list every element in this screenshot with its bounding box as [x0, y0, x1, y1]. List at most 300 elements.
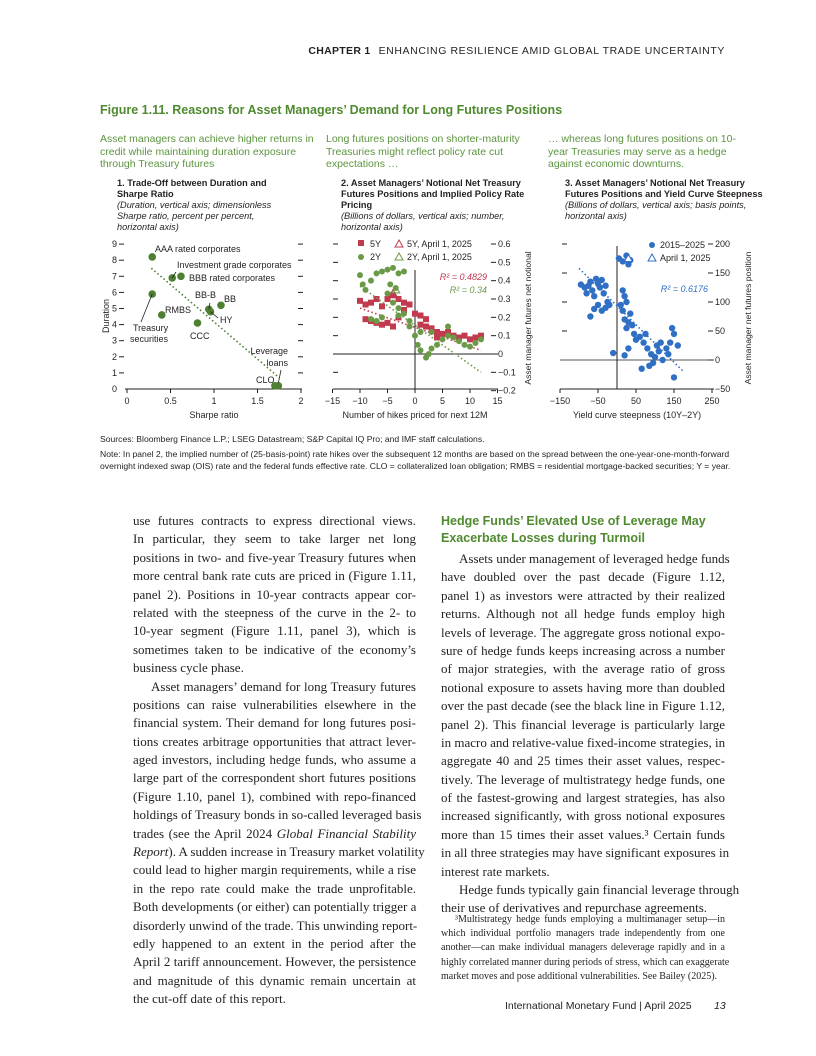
text-line: [133, 825, 416, 843]
footer-publication: International Monetary Fund | April 2025: [505, 1000, 692, 1012]
text-line: [441, 679, 725, 697]
footnote-line: highly correlated manner during periods of stress, which can exaggerate: [441, 956, 730, 968]
legend-label: April 1, 2025: [660, 253, 711, 263]
data-point-5y: [401, 300, 407, 306]
x-tick-label: 10: [464, 396, 476, 406]
data-point: [194, 319, 202, 327]
data-point-2y: [387, 281, 393, 287]
data-point-5y: [407, 302, 413, 308]
data-point-5y: [363, 316, 369, 322]
r-squared-2y: R² = 0.34: [449, 285, 487, 295]
text-run: ). A sudden increase in Treasury market volatility: [168, 844, 425, 860]
text-line: [133, 567, 416, 585]
text-run: Asset managers’ demand for long Treasury futures: [151, 678, 416, 694]
y-tick-label: 2: [111, 351, 117, 362]
text-line: [133, 935, 416, 953]
legend-square-5y: [358, 240, 364, 246]
data-point-5y: [462, 333, 468, 339]
x-axis-label: Yield curve steepness (10Y–2Y): [572, 410, 702, 420]
data-point: [602, 305, 608, 311]
y-tick-label: −0.1: [498, 367, 516, 378]
data-point-5y: [357, 298, 363, 304]
data-point-5y: [423, 316, 429, 322]
left-text-column: [133, 512, 425, 1009]
text-line: [441, 605, 725, 623]
x-axis-label: Number of hikes priced for next 12M: [342, 410, 488, 420]
figure-sources: Sources: Bloomberg Finance L.P.; LSEG Datastream; S&P Capital IQ Pro; and IMF staff calculations.: [100, 434, 485, 444]
text-run: have doubled over the past decade (Figure 1.12,: [441, 569, 725, 585]
x-tick-label: −150: [549, 396, 571, 406]
data-point: [671, 374, 677, 380]
x-tick-label: 1: [211, 396, 217, 406]
y-axis-label: Asset manager net futures position: [743, 251, 753, 385]
text-line: [133, 659, 416, 677]
legend-label: 2Y, April 1, 2025: [407, 252, 472, 262]
text-line: [133, 696, 416, 714]
text-line: [441, 807, 725, 825]
footnote-line: market moves and pose additional vulnerabilities. See Bailey (2025).: [441, 970, 718, 982]
point-label: BB-B: [195, 290, 217, 300]
figure-note: Note: In panel 2, the implied number of (25-basis-point) rate hikes over the subsequent 12 months are based on the spread between the one-year-one-month-forward overnight indexed swap (OIS) rate and the federal funds effective rate. CLO = collateralized loan obligation; RMBS = residential mortgage-backed securities; Y = year.: [100, 449, 731, 471]
text-line: [441, 863, 725, 881]
text-run: more than 15 times their asset values.³ Certain funds: [441, 826, 725, 842]
y-tick-label: 150: [715, 268, 731, 278]
data-point: [652, 354, 658, 360]
text-run: the cut-off date of this report.: [133, 991, 286, 1007]
y-tick-label: 3: [111, 335, 117, 346]
data-point: [663, 345, 669, 351]
data-point-2y: [456, 338, 462, 344]
text-run: aggregate 40 and 25 times their asset values, respec-: [441, 753, 725, 769]
legend-dot: [649, 242, 655, 248]
text-run: aged investors, including hedge funds, who assume a: [133, 752, 416, 768]
text-line: [441, 881, 740, 899]
data-point-2y: [426, 351, 432, 357]
chapter-title: ENHANCING RESILIENCE AMID GLOBAL TRADE UNCERTAINTY: [378, 45, 725, 57]
text-line: [133, 953, 416, 971]
text-line: [133, 604, 416, 622]
y-tick-label: 0.2: [498, 312, 511, 323]
text-line: [441, 697, 725, 715]
data-point: [587, 279, 593, 285]
italic-title: Global Financial Stability: [276, 825, 416, 841]
text-run: In particular, they seem to take larger net long: [133, 531, 416, 547]
y-tick-label: 50: [715, 326, 726, 336]
y-tick-label: 0.5: [498, 257, 511, 268]
text-line: [133, 843, 425, 861]
y-tick-label: −50: [715, 384, 731, 394]
data-point-2y: [401, 311, 407, 317]
data-point: [602, 283, 608, 289]
data-point: [654, 342, 660, 348]
section-heading: [441, 513, 706, 547]
data-point: [650, 360, 656, 366]
data-point: [675, 342, 681, 348]
data-point: [583, 290, 589, 296]
x-tick-label: 0.5: [164, 396, 177, 406]
panel-title-text: 3. Asset Managers’ Notional Net Treasury Futures Positions and Yield Curve Steepness: [565, 178, 763, 199]
legend-triangle-2y: [395, 253, 403, 260]
data-point: [639, 366, 645, 372]
text-run: (Figure 1.10, panel 1), combined with repo-financed: [133, 788, 416, 804]
data-point: [599, 277, 605, 283]
text-line: [441, 642, 725, 660]
data-point: [597, 284, 603, 290]
text-run: more central bank rate cuts are priced in (Figure 1.11,: [133, 568, 416, 584]
text-run: positions can raise vulnerabilities elsewhere in the: [133, 696, 416, 712]
point-label: securities: [130, 334, 169, 344]
data-point-2y: [396, 270, 402, 276]
data-point-5y: [379, 303, 385, 309]
r-squared-5y: R² = 0.4829: [439, 272, 487, 282]
x-tick-label: 5: [439, 396, 446, 406]
text-line: [441, 568, 725, 586]
x-tick-label: −50: [590, 396, 606, 406]
panel-units: (Billions of dollars, vertical axis; basis points, horizontal axis): [565, 200, 747, 221]
chapter-label: CHAPTER 1: [308, 45, 371, 57]
italic-title: Report: [133, 844, 169, 860]
y-tick-label: 100: [715, 297, 731, 307]
data-point: [629, 322, 635, 328]
text-line: [133, 512, 416, 530]
data-point-5y: [412, 311, 418, 317]
data-point-5y: [385, 320, 391, 326]
y-tick-label: 4: [111, 319, 117, 330]
text-run: use futures contracts to express directional views.: [133, 513, 416, 528]
x-tick-label: −10: [352, 396, 368, 406]
text-line: [441, 752, 725, 770]
data-point-2y: [374, 318, 380, 324]
data-point: [595, 302, 601, 308]
point-label: loans: [266, 358, 288, 368]
text-run: tions creates arbitrage opportunities that attract lever-: [133, 733, 416, 749]
y-tick-label: 9: [111, 239, 117, 250]
data-point-2y: [401, 269, 407, 275]
y-tick-label: 0.6: [498, 239, 511, 250]
y-tick-label: 0.1: [498, 330, 511, 341]
text-run: sometimes taken to be indicative of the economy’s: [133, 641, 416, 657]
data-point: [587, 313, 593, 319]
data-point: [625, 345, 631, 351]
text-run: positions in two- and five-year Treasury futures when: [133, 549, 416, 565]
data-point: [631, 331, 637, 337]
text-line: [441, 826, 725, 844]
data-point-2y: [462, 342, 468, 348]
text-line: [133, 530, 416, 548]
data-point: [659, 357, 665, 363]
data-point: [618, 302, 624, 308]
panel-units: (Duration, vertical axis; dimensionless Sharpe ratio, percent per percent, horizontal axis): [117, 200, 272, 232]
text-run: Assets under management of leveraged hedge funds: [459, 551, 730, 566]
text-line: [133, 972, 416, 990]
y-tick-label: 1: [111, 367, 117, 378]
section-heading-line: Exacerbate Losses during Turmoil: [441, 531, 645, 545]
text-line: [133, 806, 422, 824]
footnote-line: another—can make individual managers deleverage rapidly and in a: [441, 942, 725, 954]
data-point: [275, 382, 283, 390]
data-point: [148, 253, 156, 261]
data-point-2y: [363, 287, 369, 293]
panel-1-subtitle: Asset managers can achieve higher returns in credit while maintaining duration exposure through Treasury futures: [100, 133, 314, 170]
y-tick-label: 7: [111, 271, 117, 282]
text-line: [133, 769, 416, 787]
data-point: [601, 290, 607, 296]
data-point-5y: [390, 324, 396, 330]
text-line: [441, 660, 725, 678]
text-run: their use of derivatives and repurchase agreements.: [441, 900, 708, 916]
text-run: financial system. Their demand for long futures posi-: [133, 715, 416, 731]
data-point: [610, 350, 616, 356]
text-line: [133, 861, 416, 879]
data-point-2y: [407, 324, 413, 330]
section-heading-line: Hedge Funds’ Elevated Use of Leverage May: [441, 514, 706, 528]
text-line: [441, 734, 725, 752]
leader-line: [141, 294, 152, 322]
text-run: of major strategies, with the average ratio of gross: [441, 661, 725, 677]
legend-dot-2y: [358, 254, 364, 260]
y-tick-label: 5: [111, 303, 117, 314]
data-point: [642, 331, 648, 337]
data-point: [620, 287, 626, 293]
x-tick-label: −5: [382, 396, 393, 406]
text-run: sure of hedge funds keeps increasing across a number: [441, 642, 725, 658]
data-point-5y: [368, 300, 374, 306]
data-point-5y: [418, 322, 424, 328]
text-line: [133, 641, 416, 659]
text-line: [133, 586, 416, 604]
point-label: Investment grade corporates: [177, 260, 292, 270]
data-point: [621, 293, 627, 299]
text-run: interest rate markets.: [441, 863, 550, 879]
text-run: over the past decade (see the black line in Figure 1.12,: [441, 698, 725, 714]
data-point-5y: [473, 335, 479, 341]
y-tick-label: 200: [715, 239, 731, 249]
data-point: [667, 339, 673, 345]
data-point: [627, 310, 633, 316]
data-point-2y: [445, 324, 451, 330]
data-point-2y: [374, 270, 380, 276]
x-axis-label: Sharpe ratio: [189, 410, 239, 420]
y-tick-label: 0: [498, 349, 504, 359]
text-line: [441, 624, 725, 642]
text-line: [441, 771, 725, 789]
text-run: in the repo rate could make the trade unprofitable.: [133, 880, 416, 896]
x-tick-label: 1.5: [251, 396, 264, 406]
r-squared: R² = 0.6176: [660, 284, 708, 294]
right-text-column: [441, 550, 740, 918]
y-tick-label: −0.2: [498, 385, 516, 396]
data-point-2y: [368, 316, 374, 322]
data-point: [177, 273, 185, 281]
data-point-5y: [379, 322, 385, 328]
text-run: notional exposure to assets having more than doubled: [441, 679, 725, 695]
x-tick-label: 250: [704, 396, 720, 406]
data-point-2y: [385, 267, 391, 273]
text-run: levels of leverage. The aggregate gross notional expo-: [441, 624, 725, 640]
text-line: [133, 714, 416, 732]
data-point-2y: [379, 269, 385, 275]
data-point-2y: [445, 333, 451, 339]
text-run: related with the steepness of the curve in the 2- to: [133, 604, 416, 620]
data-point-2y: [385, 291, 391, 297]
text-run: panel 1) as investors were attracted by their realized: [441, 587, 725, 603]
data-point: [640, 339, 646, 345]
data-point-2y: [357, 272, 363, 278]
footnote-line: which individual portfolio managers trade independently from one: [441, 928, 725, 940]
data-point-2y: [396, 313, 402, 319]
x-tick-label: 2: [298, 396, 304, 406]
data-point: [591, 293, 597, 299]
data-point-5y: [374, 296, 380, 302]
leader-line: [278, 370, 281, 383]
data-point-5y: [418, 313, 424, 319]
data-point-5y: [363, 302, 369, 308]
text-run: Both developments (or either) can potentially trigger a: [133, 899, 417, 915]
text-run: in all three strategies may have significant exposures in: [441, 845, 730, 861]
text-line: [133, 898, 416, 916]
text-run: of the fastest-growing and largest strategies, has also: [441, 790, 725, 806]
data-point-2y: [440, 336, 446, 342]
text-line: [133, 788, 416, 806]
panel-title-text: 2. Asset Managers’ Notional Net Treasury Futures Positions and Implied Policy Rate Pricing: [341, 178, 525, 210]
panel-3-subtitle: … whereas long futures positions on 10-year Treasuries may serve as a hedge against economic downturns.: [548, 133, 736, 170]
data-point: [620, 308, 626, 314]
data-point-2y: [396, 305, 402, 311]
footnote: [441, 913, 730, 984]
text-line: [441, 587, 725, 605]
text-run: returns. Although not all hedge funds employ high: [441, 606, 725, 622]
figure-title: Figure 1.11. Reasons for Asset Managers’ Demand for Long Futures Positions: [100, 103, 563, 117]
data-point-2y: [390, 265, 396, 271]
data-point-2y: [368, 278, 374, 284]
point-label: CLO: [256, 375, 275, 385]
text-run: 10-year segment (Figure 1.11, panel 3), which is: [133, 623, 416, 639]
point-label: RMBS: [165, 305, 192, 315]
data-point-5y: [423, 324, 429, 330]
text-run: tively. The leverage of multistrategy hedge funds, one: [441, 771, 725, 787]
text-run: Hedge funds typically gain financial leverage through: [459, 882, 740, 898]
data-point-2y: [379, 314, 385, 320]
panel-title-text: 1. Trade-Off between Duration and Sharpe Ratio: [117, 178, 267, 199]
data-point-5y: [467, 336, 473, 342]
legend-label: 2Y: [370, 252, 382, 262]
point-label: Leverage: [250, 346, 288, 356]
legend-triangle: [648, 254, 656, 261]
point-label: HY: [220, 315, 233, 325]
y-axis-label: Asset manager futures net notional: [523, 251, 533, 385]
text-run: in macro and relative-value fixed-income strategies, in: [441, 734, 726, 750]
data-point: [665, 351, 671, 357]
text-line: [133, 880, 416, 898]
data-point: [623, 299, 629, 305]
legend-triangle-5y: [395, 240, 403, 247]
text-line: [441, 789, 725, 807]
y-tick-label: 0: [111, 384, 117, 394]
x-tick-label: −15: [324, 396, 341, 406]
trendline: [151, 268, 279, 377]
y-tick-label: 0.3: [498, 294, 511, 305]
text-line: [133, 990, 416, 1008]
text-line: [441, 716, 725, 734]
point-label: CCC: [190, 331, 210, 341]
text-line: [133, 549, 416, 567]
point-label: BB: [224, 294, 237, 304]
point-label: AAA rated corporates: [155, 244, 241, 254]
data-point: [669, 325, 675, 331]
legend-label: 2015–2025: [660, 240, 706, 250]
text-run: trades (see the April 2024: [133, 825, 277, 841]
data-point-2y: [415, 342, 421, 348]
x-tick-label: 0: [124, 396, 130, 406]
text-line: [133, 733, 416, 751]
text-line: [133, 751, 416, 769]
footnote-line: ³Multistrategy hedge funds employing a multimanager setup—in: [455, 914, 725, 925]
point-label: BBB rated corporates: [189, 273, 276, 283]
data-point-2y: [429, 346, 435, 352]
data-point-2y: [451, 335, 457, 341]
y-tick-label: 6: [111, 287, 117, 298]
text-line: [133, 917, 416, 935]
x-tick-label: 15: [492, 396, 503, 406]
text-line: [441, 844, 730, 862]
figure-charts: [0, 0, 816, 430]
data-point-5y: [434, 329, 440, 335]
data-point: [671, 331, 677, 337]
data-point-2y: [418, 347, 424, 353]
legend-label: 5Y, April 1, 2025: [407, 239, 472, 249]
text-run: increased significantly, with gross notional exposures: [441, 808, 725, 824]
data-point-2y: [473, 340, 479, 346]
y-tick-label: 8: [111, 255, 117, 266]
data-point-2y: [412, 333, 418, 339]
text-run: edly happened to an extent in the period after the: [133, 935, 416, 951]
panel-units: (Billions of dollars, vertical axis; number, horizontal axis): [341, 211, 505, 232]
data-point: [589, 287, 595, 293]
page-number: 13: [714, 1000, 726, 1012]
y-tick-label: 0: [715, 355, 721, 365]
text-run: holdings of Treasury bonds in so-called leveraged basis: [133, 807, 422, 823]
legend-label: 5Y: [370, 239, 382, 249]
data-point: [621, 352, 627, 358]
point-label: Treasury: [133, 323, 169, 333]
text-line: [133, 678, 416, 696]
data-point: [637, 334, 643, 340]
data-point: [644, 345, 650, 351]
x-tick-label: 0: [412, 396, 418, 406]
text-run: disorderly unwind of the trade. This unwinding report-: [133, 917, 418, 933]
text-line: [133, 622, 416, 640]
data-point: [623, 325, 629, 331]
text-run: panel 2). This financial leverage is particularly large: [441, 716, 725, 732]
x-tick-label: 50: [630, 396, 642, 406]
data-point-2y: [429, 329, 435, 335]
x-tick-label: 150: [666, 396, 682, 406]
text-run: could lead to higher margin requirements, while a rise: [133, 862, 416, 878]
text-run: April 2 tariff announcement. However, the persistence: [133, 954, 416, 970]
y-tick-label: 0.4: [498, 275, 511, 286]
panel-2-subtitle: Long futures positions on shorter-maturity Treasuries might reflect policy rate cut expectations …: [326, 133, 520, 170]
data-point: [656, 348, 662, 354]
data-point-2y: [478, 336, 484, 342]
text-line: [441, 550, 730, 568]
data-point-2y: [467, 344, 473, 350]
text-run: business cycle phase.: [133, 660, 244, 676]
y-axis-label: Duration: [101, 298, 111, 334]
text-run: and magnitude of this dynamic remain uncertain at: [133, 972, 416, 988]
data-point-2y: [390, 300, 396, 306]
text-run: large part of the correspondent short futures positions: [133, 770, 416, 786]
data-point: [168, 274, 176, 282]
